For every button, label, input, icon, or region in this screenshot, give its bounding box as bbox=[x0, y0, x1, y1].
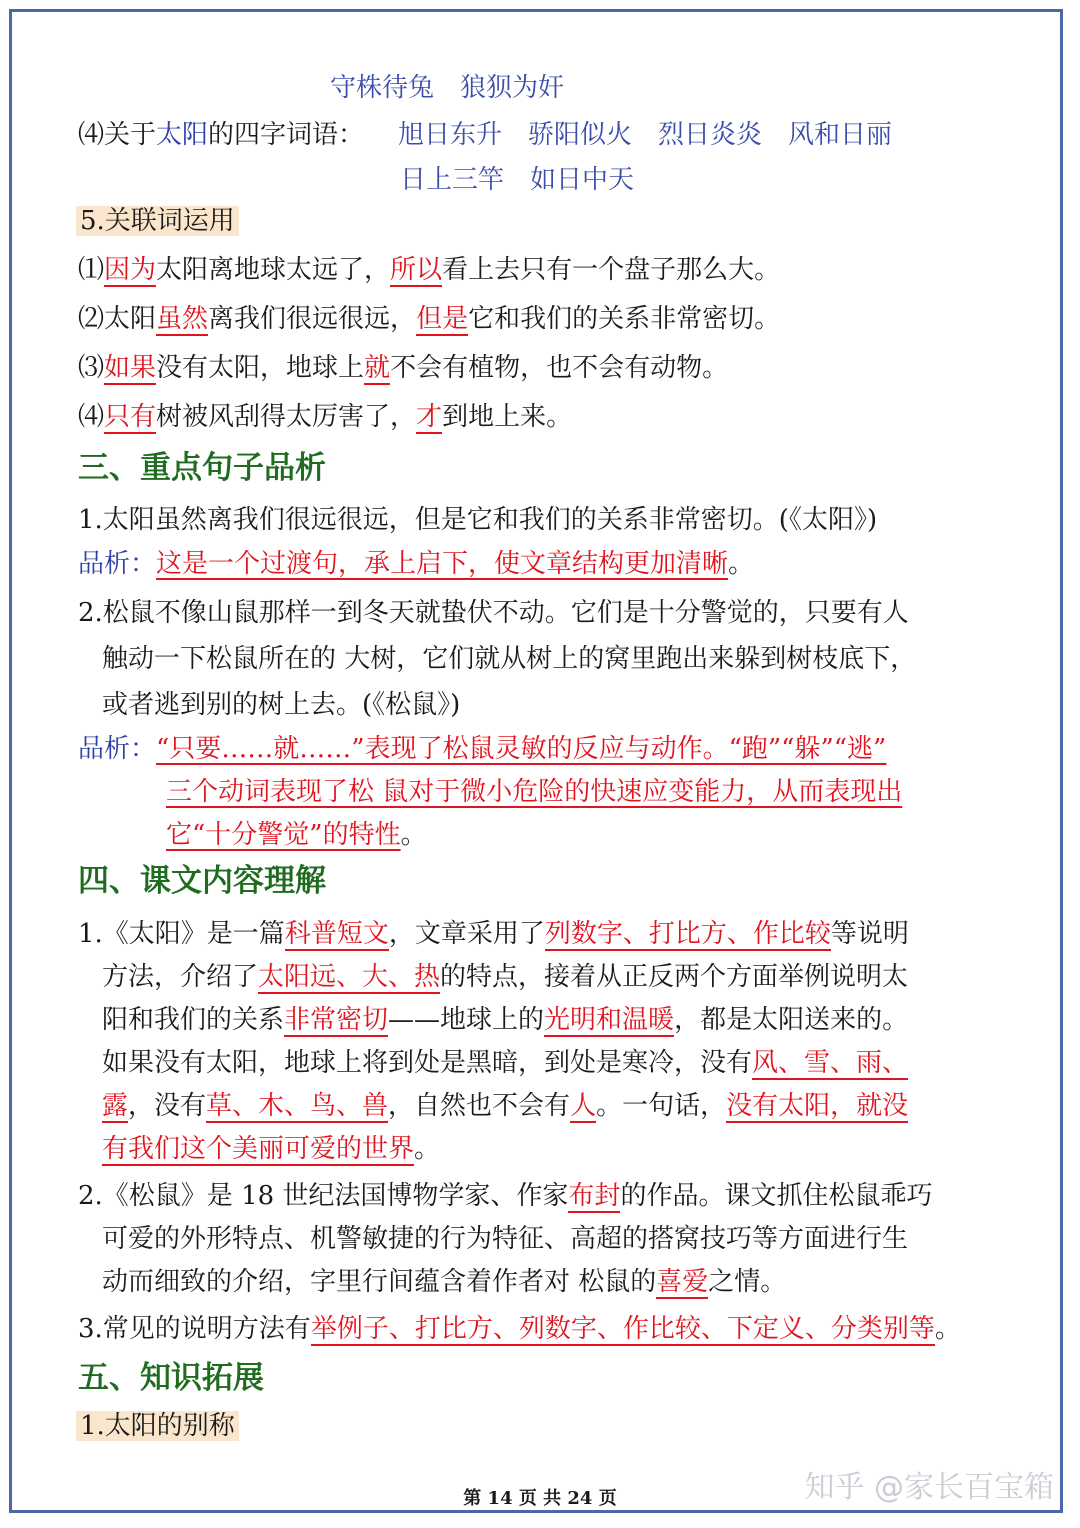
section5-title bbox=[76, 203, 239, 239]
conj-row-3 bbox=[78, 350, 728, 386]
key-term: 露 bbox=[102, 1091, 129, 1121]
sentence-1: 1.太阳虽然离我们很远很远，但是它和我们的关系非常密切。(《太阳》) bbox=[78, 505, 878, 535]
sun-words-row1: 旭日东升 骄阳似火 烈日炎炎 风和日丽 bbox=[398, 120, 893, 150]
text: ，都是太阳送来的。 bbox=[674, 1005, 909, 1035]
section5-heading: 五、知识拓展 bbox=[78, 1360, 264, 1396]
sun-words-row2: 日上三竿 如日中天 bbox=[400, 165, 635, 195]
text: 3.常见的说明方法有 bbox=[78, 1314, 311, 1344]
analysis-text: 这是一个过渡句，承上启下，使文章结构更加清晰 bbox=[156, 549, 729, 579]
text: 的作品。课文抓住松鼠乖巧 bbox=[620, 1181, 933, 1211]
conj-word: 虽然 bbox=[156, 304, 209, 334]
idioms-line: 守株待兔 狼狈为奸 bbox=[330, 73, 565, 103]
conj-word: 因为 bbox=[104, 255, 157, 285]
sentence-2-line2: 触动一下松鼠所在的 大树，它们就从树上的窝里跑出来躲到树枝底下， bbox=[102, 644, 917, 674]
key-term: 喜爱 bbox=[656, 1267, 709, 1297]
text: ，自然也不会有 bbox=[388, 1091, 571, 1121]
key-term: 太阳远、大、热 bbox=[258, 962, 441, 992]
p1-line5 bbox=[102, 1088, 908, 1124]
period: 。 bbox=[400, 820, 427, 850]
section5-title-text: 5.关联词运用 bbox=[76, 206, 239, 236]
p2-line2: 可爱的外形特点、机警敏捷的行为特征、高超的搭窝技巧等方面进行生 bbox=[102, 1224, 909, 1254]
section3-heading: 三、重点句子品析 bbox=[78, 450, 326, 486]
text: 等说明 bbox=[830, 919, 909, 949]
conj-num: ⑷ bbox=[78, 402, 105, 432]
analysis-label: 品析： bbox=[78, 549, 157, 579]
section4-heading: 四、课文内容理解 bbox=[78, 863, 326, 899]
text: 1.《太阳》是一篇 bbox=[78, 919, 285, 949]
key-term: 草、木、鸟、兽 bbox=[206, 1091, 389, 1121]
analysis-text: 它“十分警觉”的特性 bbox=[166, 820, 401, 850]
key-term: 举例子、打比方、列数字、作比较、下定义、分类别等 bbox=[310, 1314, 935, 1344]
sun-words-label bbox=[78, 117, 364, 153]
conj-text: 树被风刮得太厉害了， bbox=[156, 402, 417, 432]
analysis-label: 品析： bbox=[78, 734, 157, 764]
period: 。 bbox=[728, 549, 755, 579]
label-sun: 太阳 bbox=[156, 120, 209, 150]
key-term: 人 bbox=[570, 1091, 597, 1121]
conj-text: 离我们很远很远， bbox=[208, 304, 417, 334]
analysis-1 bbox=[78, 546, 754, 582]
text: 。 bbox=[414, 1134, 441, 1164]
key-term: 光明和温暖 bbox=[544, 1005, 675, 1035]
text: 如果没有太阳，地球上将到处是黑暗，到处是寒冷，没有 bbox=[102, 1048, 753, 1078]
conj-word: 只有 bbox=[104, 402, 157, 432]
conj-text: 到地上来。 bbox=[442, 402, 573, 432]
analysis-2-line1 bbox=[78, 731, 886, 767]
label-rest: 的四字词语： bbox=[208, 120, 365, 150]
p1-line2 bbox=[102, 959, 908, 995]
p1-line3 bbox=[102, 1002, 908, 1038]
text: 2.《松鼠》是 18 世纪法国博物学家、作家 bbox=[78, 1181, 569, 1211]
watermark: 知乎 @家长百宝箱 bbox=[804, 1470, 1054, 1505]
key-term: 非常密切 bbox=[284, 1005, 389, 1035]
conj-text: 它和我们的关系非常密切。 bbox=[468, 304, 781, 334]
key-term: 有我们这个美丽可爱的世界 bbox=[102, 1134, 415, 1164]
key-term: 列数字、打比方、作比较 bbox=[544, 919, 831, 949]
conj-num: ⑴ bbox=[78, 255, 105, 285]
text: 方法，介绍了 bbox=[102, 962, 259, 992]
p1-line6 bbox=[102, 1131, 440, 1167]
conj-word: 如果 bbox=[104, 353, 157, 383]
conj-row-2 bbox=[78, 301, 780, 337]
conj-row-4 bbox=[78, 399, 572, 435]
conj-num: ⑵ bbox=[78, 304, 105, 334]
text: 动而细致的介绍，字里行间蕴含着作者对 松鼠的 bbox=[102, 1267, 657, 1297]
label-prefix: ⑷关于 bbox=[78, 120, 157, 150]
conj-word: 所以 bbox=[390, 255, 443, 285]
sub-heading-1 bbox=[76, 1408, 239, 1444]
conj-text: 太阳 bbox=[104, 304, 157, 334]
text: 。 bbox=[934, 1314, 961, 1344]
sub-heading-text: 1.太阳的别称 bbox=[76, 1411, 239, 1441]
conj-word: 就 bbox=[364, 353, 391, 383]
p1-line4 bbox=[102, 1045, 908, 1081]
text: ，文章采用了 bbox=[388, 919, 545, 949]
text: 之情。 bbox=[708, 1267, 787, 1297]
conj-text: 太阳离地球太远了， bbox=[156, 255, 391, 285]
conj-text: 没有太阳，地球上 bbox=[156, 353, 365, 383]
p2-line3 bbox=[102, 1264, 786, 1300]
key-term: 科普短文 bbox=[284, 919, 389, 949]
conj-text: 不会有植物，也不会有动物。 bbox=[390, 353, 729, 383]
conj-text: 看上去只有一个盘子那么大。 bbox=[442, 255, 781, 285]
text: 阳和我们的关系 bbox=[102, 1005, 285, 1035]
p2-line1 bbox=[78, 1178, 932, 1214]
sentence-2-line3: 或者逃到别的树上去。(《松鼠》) bbox=[102, 690, 461, 720]
text: ，没有 bbox=[128, 1091, 207, 1121]
page-number: 第 14 页 共 24 页 bbox=[463, 1488, 617, 1509]
analysis-2-line3 bbox=[166, 817, 427, 853]
analysis-2-line2: 三个动词表现了松 鼠对于微小危险的快速应变能力，从而表现出 bbox=[166, 777, 903, 807]
p3-line bbox=[78, 1311, 961, 1347]
text: 的特点，接着从正反两个方面举例说明太 bbox=[440, 962, 909, 992]
p1-line1 bbox=[78, 916, 909, 952]
key-term: 没有太阳，就没 bbox=[726, 1091, 909, 1121]
key-term: 风、雪、雨、 bbox=[752, 1048, 909, 1078]
conj-word: 才 bbox=[416, 402, 443, 432]
analysis-text: “只要……就……”表现了松鼠灵敏的反应与动作。“跑”“躲”“逃” bbox=[156, 734, 887, 764]
text: ——地球上的 bbox=[388, 1005, 545, 1035]
key-term: 布封 bbox=[568, 1181, 621, 1211]
conj-word: 但是 bbox=[416, 304, 469, 334]
sentence-2-line1: 2.松鼠不像山鼠那样一到冬天就蛰伏不动。它们是十分警觉的，只要有人 bbox=[78, 598, 909, 628]
text: 。一句话， bbox=[596, 1091, 727, 1121]
conj-num: ⑶ bbox=[78, 353, 105, 383]
conj-row-1 bbox=[78, 252, 780, 288]
